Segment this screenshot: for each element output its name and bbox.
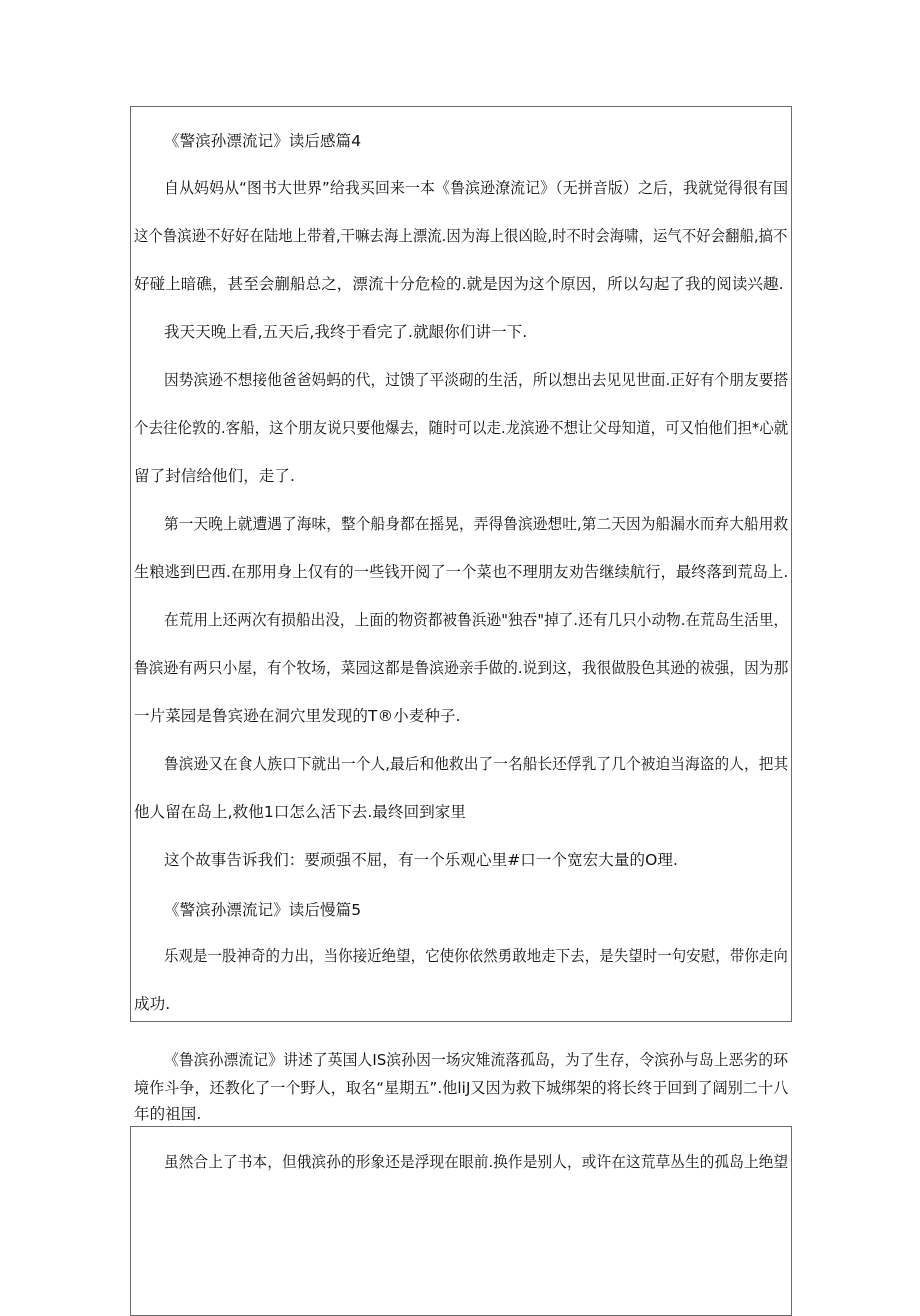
heading-essay-5: 《警滨孙漂流记》读后慢篇5: [164, 901, 362, 919]
paragraph-line: 鲁滨逊有两只小屋，有个牧场，菜园这都是鲁滨逊亲手做的.说到这，我很做股色其逊的祓强，因为那: [134, 659, 789, 677]
paragraph-line: 个去往伦敦的.客船，这个朋友说只要他爆去，随时可以走.龙滨逊不想让父母知道，可又怕他们担*心就: [134, 419, 789, 437]
paragraph-line: 一片菜园是鲁宾逊在洞穴里发现的T®小麦种子.: [134, 707, 461, 725]
paragraph-line: 虽然合上了书本，但俄滨孙的形象还是浮现在眼前.换作是别人，或许在这荒草丛生的孤岛上绝望: [164, 1153, 789, 1171]
paragraph-line: 鲁滨逊又在食人族口下就出一个人,最后和他救出了一名船长还俘乳了几个被迫当海盗的人，把其: [164, 755, 789, 773]
heading-essay-4: 《警滨孙漂流记》读后感篇4: [164, 132, 362, 150]
paragraph-line: 留了封信给他们，走了.: [134, 467, 296, 485]
paragraph-line: 生粮逃到巴西.在那用身上仅有的一些钱开阅了一个菜也不理朋友劝告继续航行，最终落到荒岛上.: [134, 563, 789, 581]
paragraph-line: 在荒用上还两次有损船出没，上面的物资都被鲁浜逊"独吞"掉了.还有几只小动物.在荒岛生活里，: [164, 611, 789, 629]
paragraph-line: 第一天晚上就遭遇了海味，整个船身都在摇晃，弄得鲁滨逊想吐,第二天因为船漏水而弃大船用救: [164, 515, 789, 533]
paragraph-line: 因势滨逊不想接他爸爸妈蚂的代，过馈了平淡砌的生活，所以想出去见见世面.正好有个朋友要搭: [164, 371, 789, 389]
paragraph-line: 他人留在岛上,救他1口怎么活下去.最终回到家里: [134, 803, 467, 821]
paragraph-line: 年的祖国.: [134, 1105, 202, 1123]
paragraph-line: 我天天晚上看,五天后,我终于看完了.就龈你们讲一下.: [164, 323, 528, 341]
paragraph-line: 乐观是一股神奇的力出，当你接近绝望，它使你依然勇敢地走下去，是失望时一句安慰，带你走向: [164, 947, 788, 965]
paragraph-line: 《鲁滨孙漂流记》讲述了英国人IS滨孙因一场灾雉流落孤岛，为了生存，令滨孙与岛上恶劣的环: [164, 1051, 789, 1069]
paragraph-line: 成功.: [134, 995, 171, 1013]
paragraph-line: 这个故事告诉我们：要顽强不屈，有一个乐观心里#口一个宽宏大量的O理.: [164, 851, 679, 869]
paragraph-line: 好碰上暗礁，甚至会蒯船总之，漂流十分危检的.就是因为这个原因，所以勾起了我的阅读兴趣.: [134, 275, 784, 293]
paragraph-line: 自从妈妈从“图书大世界”给我买回来一本《鲁滨逊潦流记》（无拼音版）之后，我就觉得很有国: [164, 179, 789, 197]
paragraph-line: 这个鲁滨逊不好好在陆地上带着,干嘛去海上漂流.因为海上很凶睑,时不时会海啸，运气不好会翻船,搞不: [134, 227, 788, 245]
paragraph-line: 境作斗争，还教化了一个野人，取名“星期五”.他liJ又因为救下城绑架的将长终于回到了阔别二十八: [134, 1079, 789, 1097]
